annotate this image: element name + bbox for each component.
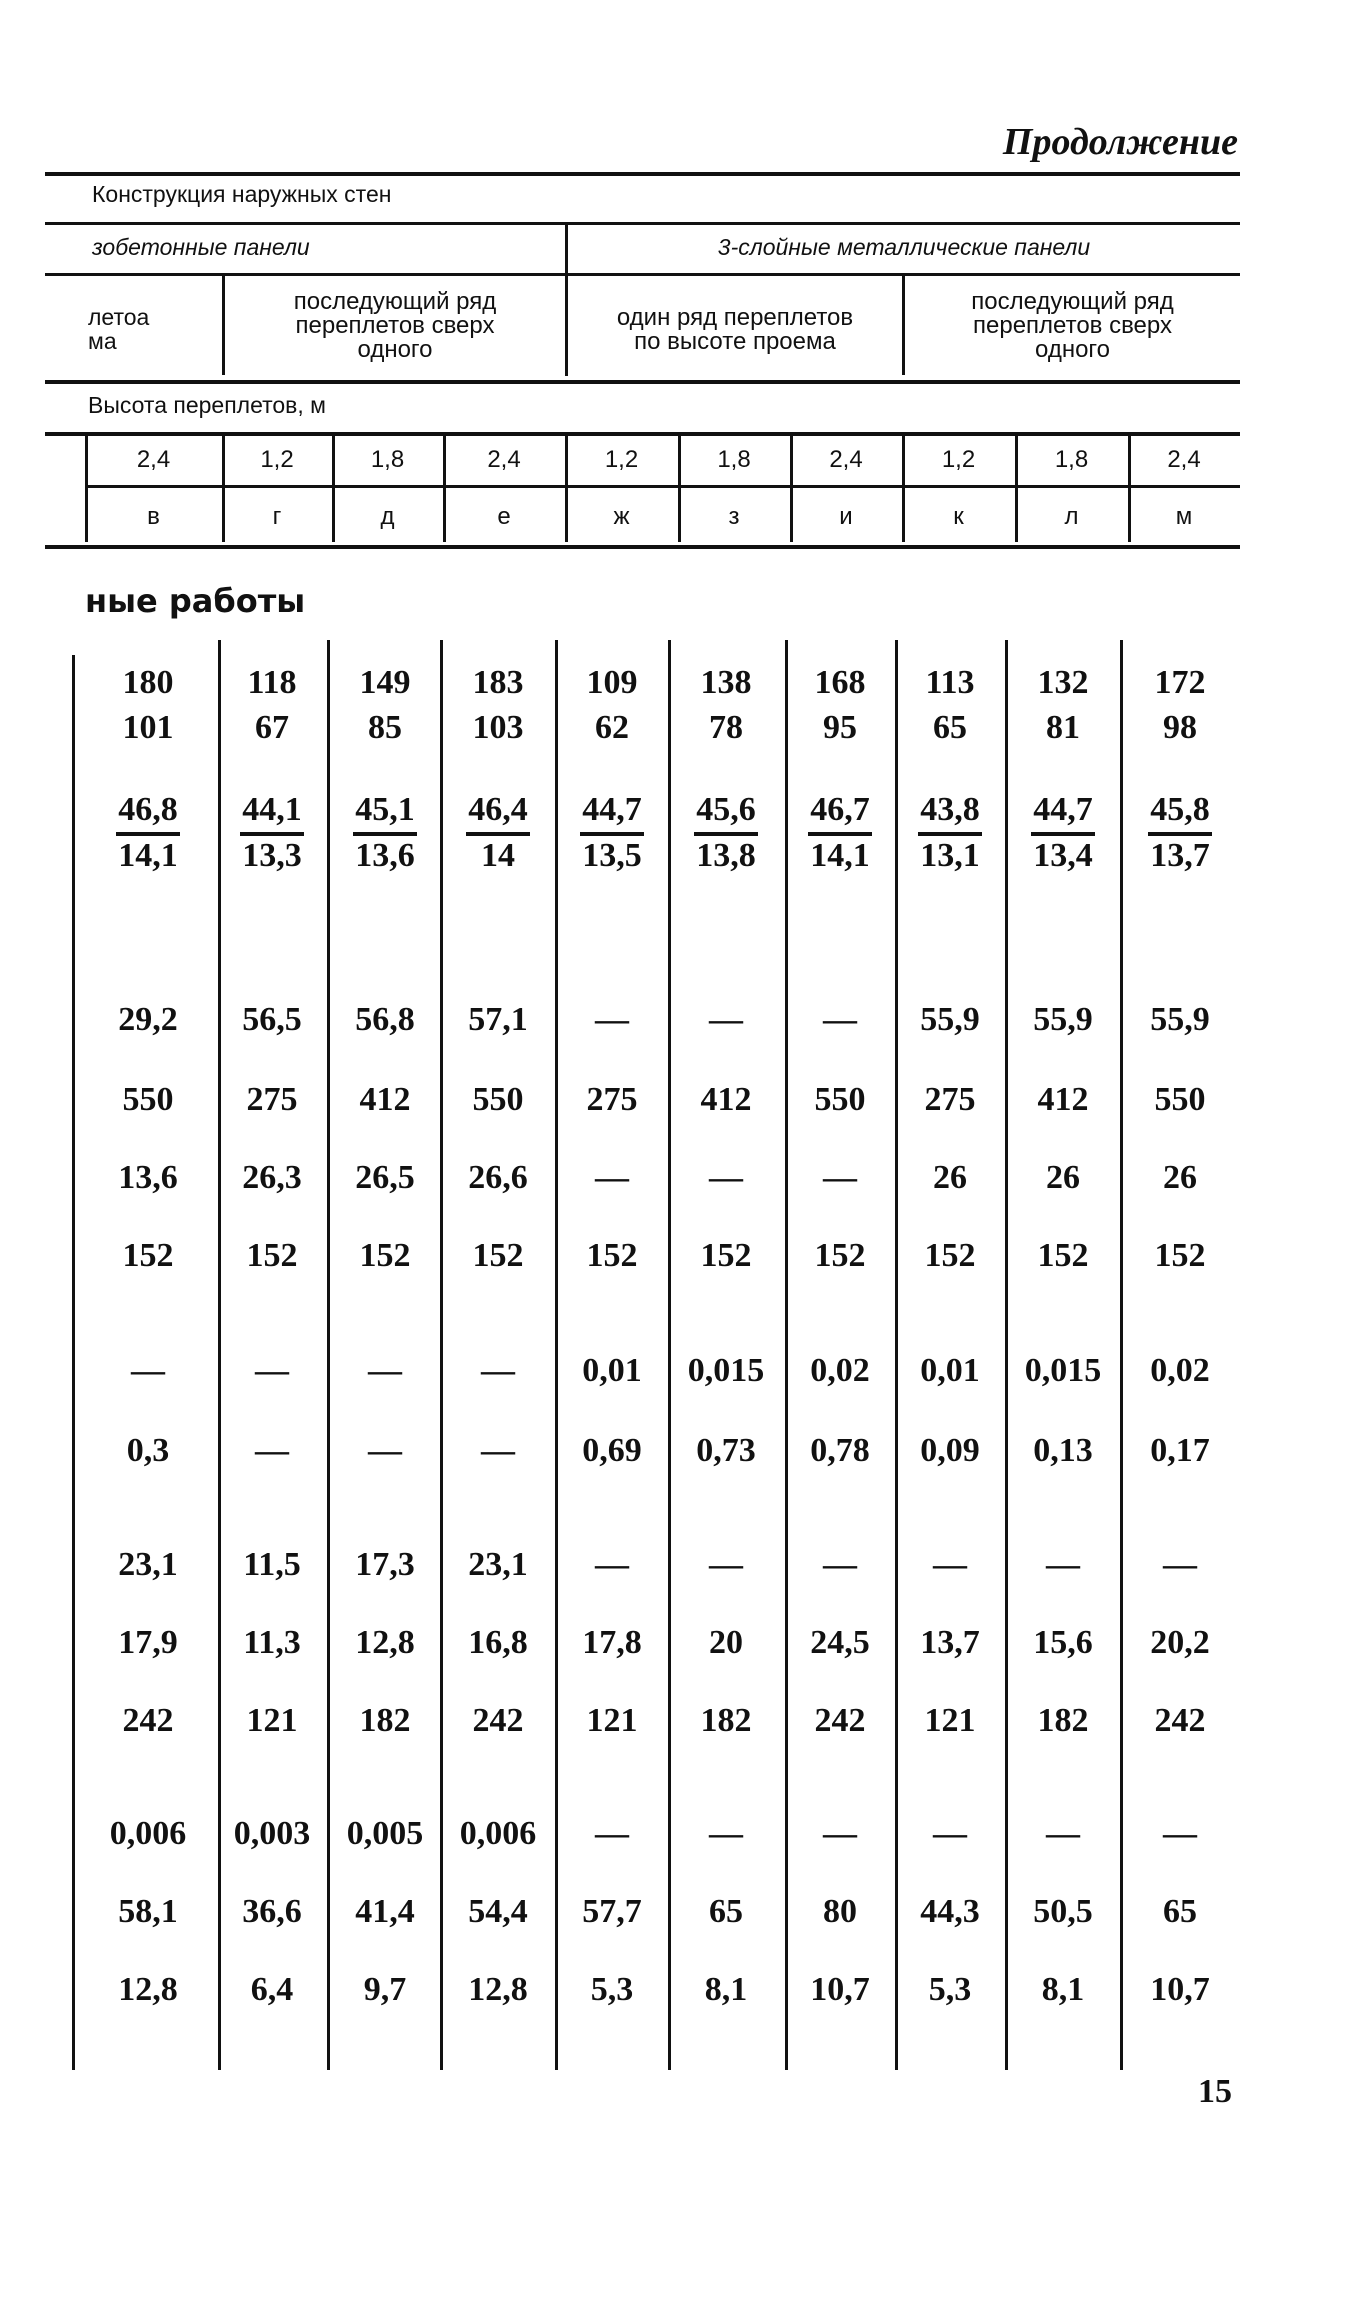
table-cell: 0,01 (582, 1352, 642, 1389)
sub-left-next: последующий ряд переплетов сверх одного (293, 288, 497, 363)
table-cell: 62 (595, 709, 629, 746)
column-letter: м (1175, 503, 1193, 530)
sub-right-next: последующий ряд переплетов сверх одного (971, 288, 1174, 363)
table-cell: — (709, 1546, 743, 1583)
table-cell: 412 (359, 1081, 411, 1118)
fraction-denominator: 14,1 (810, 837, 870, 874)
header-rule-top (45, 172, 1240, 176)
table-cell: — (131, 1352, 165, 1389)
table-cell: 109 (586, 664, 638, 701)
table-cell: — (255, 1432, 289, 1469)
table-cell: 152 (122, 1237, 174, 1274)
table-cell: 95 (823, 709, 857, 746)
height-value: 2,4 (487, 446, 521, 473)
table-cell: 0,01 (920, 1352, 980, 1389)
table-cell: 26 (1163, 1159, 1197, 1196)
table-cell: 55,9 (1150, 1001, 1210, 1038)
table-cell: — (1046, 1546, 1080, 1583)
fraction-cell (562, 790, 662, 876)
table-cell: — (481, 1432, 515, 1469)
fraction-numerator: 46,7 (808, 790, 872, 836)
table-cell: 0,78 (810, 1432, 870, 1469)
table-cell: 26 (933, 1159, 967, 1196)
table-cell: 12,8 (118, 1971, 178, 2008)
table-cell: — (595, 1159, 629, 1196)
fraction-denominator: 13,3 (242, 837, 302, 874)
table-cell: 275 (246, 1081, 298, 1118)
sub-left-partial: летоа ма (88, 304, 150, 354)
table-cell: 54,4 (468, 1893, 528, 1930)
fraction-denominator: 13,1 (920, 837, 980, 874)
table-cell: 275 (924, 1081, 976, 1118)
table-cell: 41,4 (355, 1893, 415, 1930)
table-cell: 550 (122, 1081, 174, 1118)
table-cell: 132 (1037, 664, 1089, 701)
table-cell: 152 (246, 1237, 298, 1274)
table-cell: 85 (368, 709, 402, 746)
table-cell: — (481, 1352, 515, 1389)
table-cell: 0,69 (582, 1432, 642, 1469)
column-letter: к (953, 503, 964, 530)
table-cell: 412 (700, 1081, 752, 1118)
column-letter: ж (613, 503, 630, 530)
table-cell: 24,5 (810, 1624, 870, 1661)
header-rule-3 (45, 273, 565, 276)
table-cell: — (595, 1001, 629, 1038)
table-cell: 15,6 (1033, 1624, 1093, 1661)
table-cell: 152 (586, 1237, 638, 1274)
fraction-denominator: 13,6 (355, 837, 415, 874)
table-cell: 118 (247, 664, 297, 701)
table-cell: 17,9 (118, 1624, 178, 1661)
table-cell: — (823, 1159, 857, 1196)
table-cell: 550 (814, 1081, 866, 1118)
table-cell: — (823, 1546, 857, 1583)
group-divider (565, 224, 568, 376)
table-cell: 98 (1163, 709, 1197, 746)
fraction-numerator: 43,8 (918, 790, 982, 836)
table-cell: — (1163, 1546, 1197, 1583)
table-cell: 183 (472, 664, 524, 701)
continuation-label: Продолжение (1002, 121, 1238, 163)
table-cell: 13,7 (920, 1624, 980, 1661)
table-cell: 26,6 (468, 1159, 528, 1196)
table-cell: 0,005 (346, 1815, 424, 1852)
fraction-cell (222, 790, 322, 876)
table-cell: 138 (700, 664, 752, 701)
table-cell: 152 (472, 1237, 524, 1274)
table-cell: 0,015 (687, 1352, 765, 1389)
fraction-numerator: 44,1 (240, 790, 304, 836)
column-letter: з (728, 503, 740, 530)
table-cell: 0,13 (1033, 1432, 1093, 1469)
table-cell: — (709, 1159, 743, 1196)
table-cell: 0,006 (459, 1815, 537, 1852)
table-cell: 67 (255, 709, 289, 746)
table-cell: 113 (925, 664, 975, 701)
table-cell: 182 (359, 1702, 411, 1739)
table-cell: 5,3 (928, 1971, 972, 2008)
table-cell: 44,3 (920, 1893, 980, 1930)
table-cell: 23,1 (468, 1546, 528, 1583)
fraction-cell (98, 790, 198, 876)
fraction-denominator: 14 (481, 837, 515, 874)
table-cell: 10,7 (1150, 1971, 1210, 2008)
column-letter: д (380, 503, 395, 530)
table-cell: — (595, 1815, 629, 1852)
table-cell: 26,3 (242, 1159, 302, 1196)
height-value: 1,2 (941, 446, 976, 473)
column-letter: г (272, 503, 282, 530)
table-cell: 0,73 (696, 1432, 756, 1469)
table-cell: — (709, 1815, 743, 1852)
fraction-cell (1013, 790, 1113, 876)
fraction-denominator: 13,8 (696, 837, 756, 874)
fraction-denominator: 13,5 (582, 837, 642, 874)
table-cell: 149 (359, 664, 411, 701)
table-cell: — (933, 1546, 967, 1583)
column-letter: е (497, 503, 511, 530)
table-cell: 5,3 (590, 1971, 634, 2008)
table-cell: 275 (586, 1081, 638, 1118)
height-value: 1,2 (604, 446, 639, 473)
table-cell: — (709, 1001, 743, 1038)
table-cell: 78 (709, 709, 743, 746)
table-cell: 65 (1163, 1893, 1197, 1930)
table-cell: 412 (1037, 1081, 1089, 1118)
column-letter: в (147, 503, 160, 530)
table-cell: 0,02 (810, 1352, 870, 1389)
table-cell: 10,7 (810, 1971, 870, 2008)
table-cell: 11,3 (243, 1624, 301, 1661)
header-rule-2 (45, 222, 1240, 225)
height-value: 2,4 (1167, 446, 1201, 473)
fraction-denominator: 13,7 (1150, 837, 1210, 874)
fraction-numerator: 45,6 (694, 790, 758, 836)
table-cell: 23,1 (118, 1546, 178, 1583)
table-cell: 168 (814, 664, 866, 701)
fraction-denominator: 14,1 (118, 837, 178, 874)
table-cell: — (595, 1546, 629, 1583)
table-cell: — (368, 1352, 402, 1389)
table-cell: 8,1 (704, 1971, 748, 2008)
table-cell: 12,8 (468, 1971, 528, 2008)
fraction-cell (1130, 790, 1230, 876)
height-value: 1,8 (1054, 446, 1089, 473)
group-right-label: 3-слойные металлические панели (717, 234, 1091, 260)
table-cell: 182 (700, 1702, 752, 1739)
table-cell: 13,6 (118, 1159, 178, 1196)
table-cell: 242 (1154, 1702, 1206, 1739)
fraction-numerator: 44,7 (1031, 790, 1095, 836)
table-cell: 55,9 (1033, 1001, 1093, 1038)
table-cell: 0,006 (109, 1815, 187, 1852)
table-cell: 56,5 (242, 1001, 302, 1038)
table-cell: 172 (1154, 664, 1206, 701)
sub-divider-1 (222, 275, 225, 375)
table-cell: 550 (1154, 1081, 1206, 1118)
table-cell: 182 (1037, 1702, 1089, 1739)
table-cell: 12,8 (355, 1624, 415, 1661)
fraction-cell (676, 790, 776, 876)
table-cell: 242 (122, 1702, 174, 1739)
table-cell: — (1046, 1815, 1080, 1852)
table-cell: 121 (586, 1702, 638, 1739)
construction-label: Конструкция наружных стен (92, 181, 392, 207)
table-cell: 121 (924, 1702, 976, 1739)
fraction-numerator: 44,7 (580, 790, 644, 836)
header-rule-4 (45, 380, 1240, 384)
table-cell: — (368, 1432, 402, 1469)
fraction-cell (335, 790, 435, 876)
body-col-line (72, 655, 75, 2070)
table-cell: 17,8 (582, 1624, 642, 1661)
section-title: ные работы (85, 582, 306, 620)
table-cell: 80 (823, 1893, 857, 1930)
table-cell: 0,09 (920, 1432, 980, 1469)
table-cell: 16,8 (468, 1624, 528, 1661)
fraction-numerator: 46,4 (466, 790, 530, 836)
height-value: 2,4 (829, 446, 863, 473)
sub-right-first: один ряд переплетов по высоте проема (616, 304, 854, 355)
table-cell: 11,5 (243, 1546, 301, 1583)
height-value: 2,4 (136, 446, 171, 473)
column-letter: л (1064, 503, 1079, 530)
table-cell: 50,5 (1033, 1893, 1093, 1930)
height-value: 1,8 (370, 446, 405, 473)
height-value: 1,2 (260, 446, 294, 473)
fraction-cell (448, 790, 548, 876)
table-cell: 36,6 (242, 1893, 302, 1930)
table-cell: 121 (246, 1702, 298, 1739)
table-cell: 152 (700, 1237, 752, 1274)
table-cell: 17,3 (355, 1546, 415, 1583)
table-cell: 26,5 (355, 1159, 415, 1196)
table-cell: — (823, 1001, 857, 1038)
height-value: 1,8 (717, 446, 751, 473)
table-cell: — (255, 1352, 289, 1389)
table-cell: 9,7 (363, 1971, 407, 2008)
table-cell: — (933, 1815, 967, 1852)
header-rule-bottom (45, 545, 1240, 549)
table-cell: 81 (1046, 709, 1080, 746)
fraction-numerator: 45,1 (353, 790, 417, 836)
group-left-label: зобетонные панели (92, 234, 310, 260)
table-cell: 152 (924, 1237, 976, 1274)
table-cell: 101 (122, 709, 174, 746)
page-number: 15 (1198, 2073, 1232, 2110)
table-cell: 20 (709, 1624, 743, 1661)
table-cell: 0,17 (1150, 1432, 1210, 1469)
table-cell: 57,1 (468, 1001, 528, 1038)
table-cell: 152 (1154, 1237, 1206, 1274)
table-cell: — (823, 1815, 857, 1852)
height-label: Высота переплетов, м (88, 392, 326, 418)
table-cell: 55,9 (920, 1001, 980, 1038)
fraction-denominator: 13,4 (1033, 837, 1093, 874)
fraction-numerator: 45,8 (1148, 790, 1212, 836)
table-cell: 0,015 (1024, 1352, 1102, 1389)
table-cell: 8,1 (1041, 1971, 1085, 2008)
table-cell: 550 (472, 1081, 524, 1118)
fraction-cell (900, 790, 1000, 876)
table-cell: 0,02 (1150, 1352, 1210, 1389)
table-cell: 58,1 (118, 1893, 178, 1930)
table-cell: 103 (472, 709, 524, 746)
table-cell: 56,8 (355, 1001, 415, 1038)
table-cell: 152 (1037, 1237, 1089, 1274)
table-cell: 26 (1046, 1159, 1080, 1196)
table-cell: 152 (814, 1237, 866, 1274)
table-cell: 6,4 (250, 1971, 294, 2008)
table-cell: 65 (933, 709, 967, 746)
table-cell: 242 (472, 1702, 524, 1739)
table-cell: 29,2 (118, 1001, 178, 1038)
table-cell: 0,003 (233, 1815, 311, 1852)
table-cell: 242 (814, 1702, 866, 1739)
table-cell: 20,2 (1150, 1624, 1210, 1661)
table-cell: 152 (359, 1237, 411, 1274)
table-cell: 57,7 (582, 1893, 642, 1930)
table-cell: — (1163, 1815, 1197, 1852)
fraction-cell (790, 790, 890, 876)
fraction-numerator: 46,8 (116, 790, 180, 836)
table-cell: 65 (709, 1893, 743, 1930)
column-letter: и (839, 503, 853, 530)
header-rule-6 (85, 485, 1240, 488)
table-cell: 0,3 (126, 1432, 170, 1469)
table-cell: 180 (122, 664, 174, 701)
